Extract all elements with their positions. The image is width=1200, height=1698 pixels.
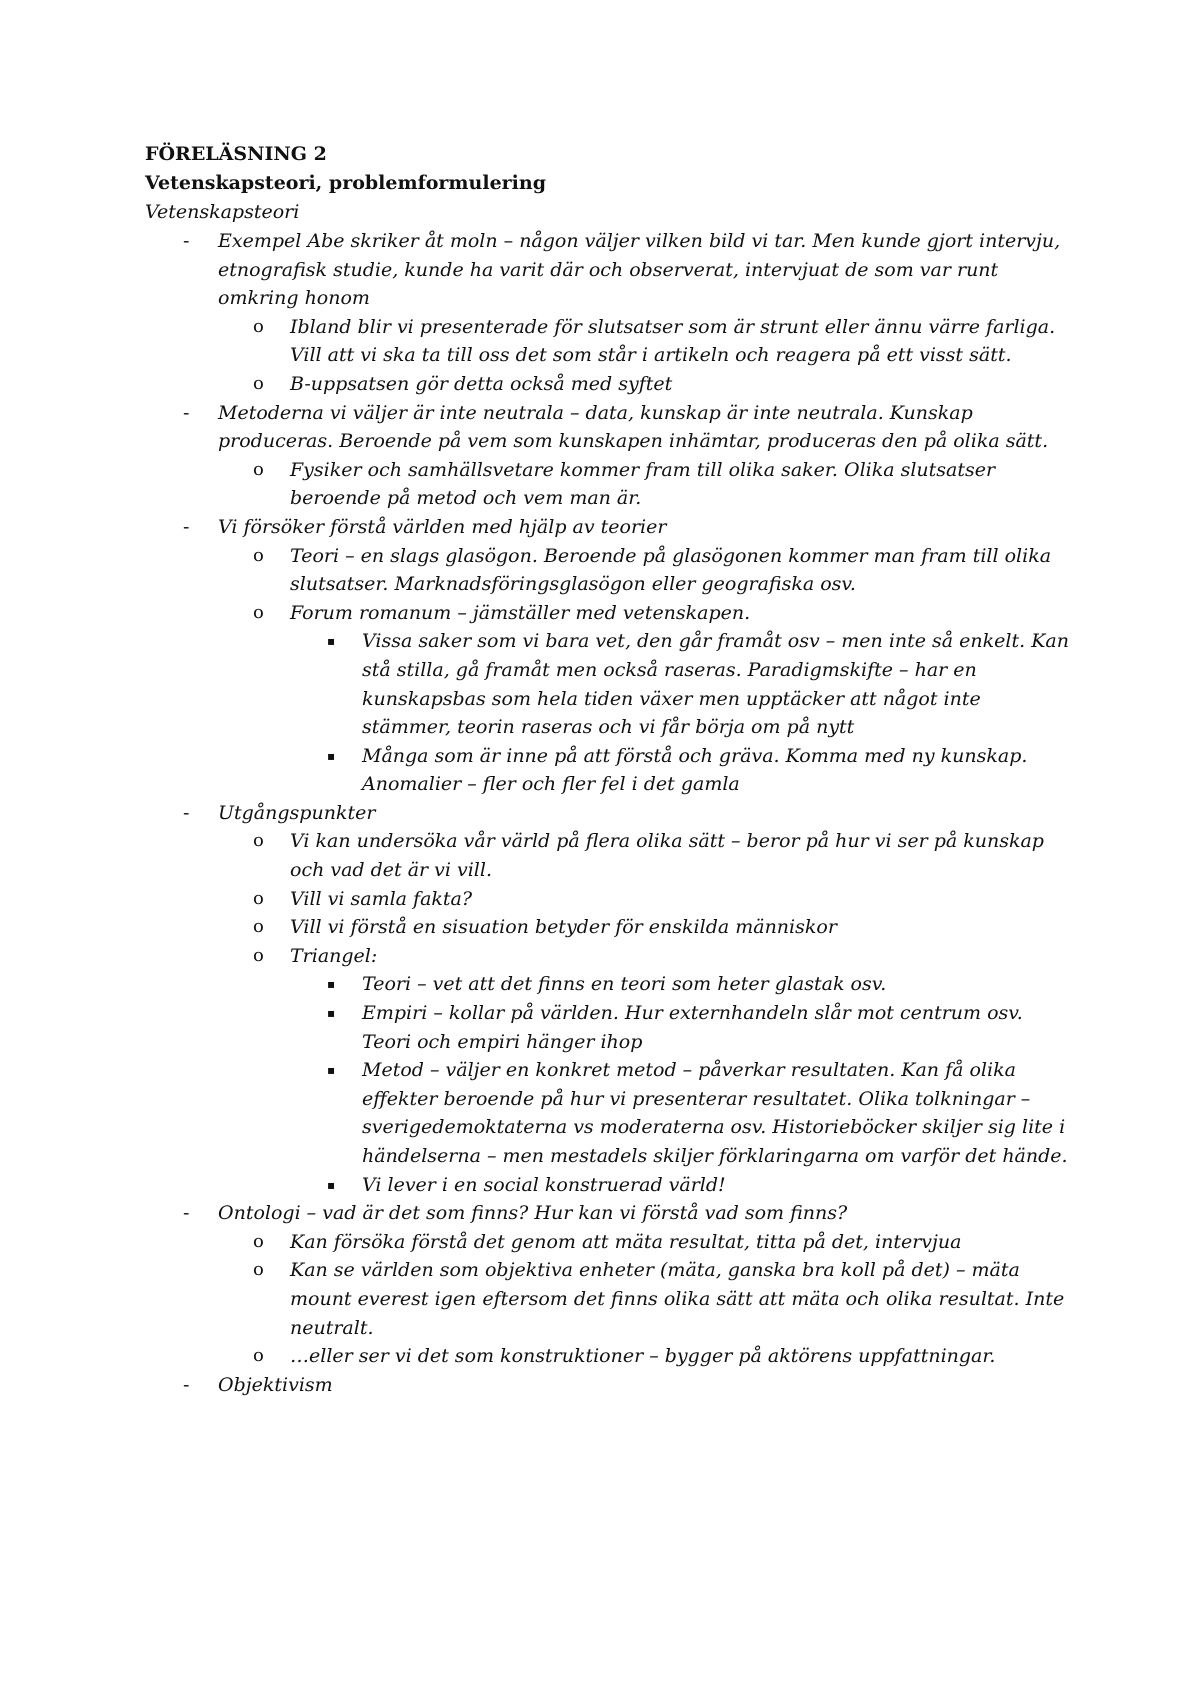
- list-item: [145, 1342, 1075, 1371]
- bullet-marker: ▪: [327, 1006, 336, 1021]
- list-item: [145, 742, 1075, 799]
- bullet-marker: o: [253, 887, 264, 909]
- list-item-text: Vi kan undersöka vår värld på flera olika sätt – beror på hur vi ser på kunskap och vad det är vi vill.: [290, 830, 1044, 882]
- bullet-marker: -: [183, 230, 190, 252]
- list-item-text: Teori – en slags glasögon. Beroende på glasögonen kommer man fram till olika slutsatser. Marknadsföringsglasögon eller geografiska osv.: [290, 544, 1052, 596]
- list-item-text: Många som är inne på att förstå och gräva. Komma med ny kunskap. Anomalier – fler och fler fel i det gamla: [362, 744, 1028, 796]
- bullet-marker: o: [253, 1259, 264, 1281]
- bullet-marker: o: [253, 458, 264, 480]
- list-item-text: Utgångspunkter: [218, 801, 376, 824]
- section-heading: Vetenskapsteori: [145, 201, 300, 223]
- list-item: [145, 799, 1075, 828]
- list-item: [145, 399, 1075, 456]
- list-item-text: Forum romanum – jämställer med vetenskapen.: [290, 601, 751, 624]
- list-item: [145, 942, 1075, 971]
- bullet-marker: o: [253, 372, 264, 394]
- list-item-text: Vi lever i en social konstruerad värld!: [362, 1173, 726, 1196]
- bullet-marker: o: [253, 601, 264, 623]
- list-item: [145, 456, 1075, 513]
- bullet-marker: ▪: [327, 1063, 336, 1078]
- list-item-text: Vill vi samla fakta?: [290, 887, 473, 910]
- document-subtitle: Vetenskapsteori, problemformulering: [145, 172, 546, 194]
- list-item-text: Teori – vet att det finns en teori som heter glastak osv.: [362, 973, 887, 996]
- list-item-text: Kan försöka förstå det genom att mäta resultat, titta på det, intervjua: [290, 1230, 962, 1253]
- bullet-marker: o: [253, 830, 264, 852]
- list-item-text: Empiri – kollar på världen. Hur externhandeln slår mot centrum osv. Teori och empiri hänger ihop: [362, 1002, 1023, 1053]
- bullet-marker: o: [253, 944, 264, 966]
- list-item: [145, 1256, 1075, 1342]
- list-item: [145, 970, 1075, 999]
- bullet-marker: ▪: [327, 634, 336, 649]
- list-item-text: Fysiker och samhällsvetare kommer fram till olika saker. Olika slutsatser beroende på metod och vem man är.: [290, 458, 996, 510]
- list-item-text: Vill vi förstå en sisuation betyder för enskilda människor: [290, 916, 837, 939]
- list-item-text: Metoderna vi väljer är inte neutrala – data, kunskap är inte neutrala. Kunskap produceras. Beroende på vem som kunskapen inhämtar, produceras den på olika sätt.: [218, 401, 1049, 453]
- list-item: [145, 827, 1075, 884]
- list-item: [145, 627, 1075, 741]
- bullet-marker: -: [183, 801, 190, 824]
- list-item-text: Kan se världen som objektiva enheter (mäta, ganska bra koll på det) – mäta mount everest igen eftersom det finns olika sätt att mäta och olika resultat. Inte neutralt.: [290, 1259, 1065, 1339]
- list-item: [145, 1199, 1075, 1228]
- list-item: [145, 370, 1075, 399]
- list-item: [145, 1056, 1075, 1170]
- bullet-marker: o: [253, 315, 264, 337]
- bullet-marker: -: [183, 1202, 190, 1225]
- list-item-text: Vi försöker förstå världen med hjälp av teorier: [218, 515, 667, 538]
- bullet-marker: o: [253, 544, 264, 566]
- list-item: [145, 313, 1075, 370]
- document-page: [145, 140, 1075, 1399]
- bullet-marker: o: [253, 1345, 264, 1367]
- list-item: [145, 542, 1075, 599]
- bullet-marker: ▪: [327, 977, 336, 992]
- bullet-marker: o: [253, 1230, 264, 1252]
- list-item: [145, 913, 1075, 942]
- document-title: FÖRELÄSNING 2: [145, 143, 327, 165]
- list-item: [145, 999, 1075, 1056]
- bullet-marker: o: [253, 916, 264, 938]
- bullet-marker: -: [183, 1373, 190, 1396]
- list-item: [145, 513, 1075, 542]
- list-item: [145, 1371, 1075, 1400]
- list-item-text: B-uppsatsen gör detta också med syftet: [290, 372, 673, 395]
- notes-list: [145, 227, 1075, 1399]
- list-item-text: Exempel Abe skriker åt moln – någon väljer vilken bild vi tar. Men kunde gjort intervju, etnografisk studie, kunde ha varit där och observerat, intervjuat de som var runt omkring honom: [218, 230, 1061, 310]
- list-item-text: …eller ser vi det som konstruktioner – bygger på aktörens uppfattningar.: [290, 1345, 996, 1368]
- list-item: [145, 1228, 1075, 1257]
- bullet-marker: ▪: [327, 1177, 336, 1192]
- list-item-text: Triangel:: [290, 944, 378, 967]
- list-item: [145, 1171, 1075, 1200]
- list-item: [145, 599, 1075, 628]
- bullet-marker: ▪: [327, 748, 336, 763]
- bullet-marker: -: [183, 401, 190, 424]
- list-item-text: Ontologi – vad är det som finns? Hur kan vi förstå vad som finns?: [218, 1202, 848, 1225]
- list-item-text: Objektivism: [218, 1373, 333, 1396]
- list-item-text: Vissa saker som vi bara vet, den går framåt osv – men inte så enkelt. Kan stå stilla, gå framåt men också raseras. Paradigmskifte – har en kunskapsbas som hela tiden växer men upptäcker att något inte stämmer, teorin raseras och vi får börja om på nytt: [362, 630, 1069, 739]
- list-item: [145, 227, 1075, 313]
- list-item-text: Ibland blir vi presenterade för slutsatser som är strunt eller ännu värre farliga. Vill att vi ska ta till oss det som står i artikeln och reagera på ett visst sätt.: [290, 315, 1056, 367]
- list-item: [145, 885, 1075, 914]
- list-item-text: Metod – väljer en konkret metod – påverkar resultaten. Kan få olika effekter beroende på hur vi presenterar resultatet. Olika tolkningar – sverigedemoktaterna vs moderaterna osv. Historieböcker skiljer sig lite i händelserna – men mestadels skiljer förklaringarna om varför det hände.: [362, 1059, 1068, 1167]
- bullet-marker: -: [183, 515, 190, 538]
